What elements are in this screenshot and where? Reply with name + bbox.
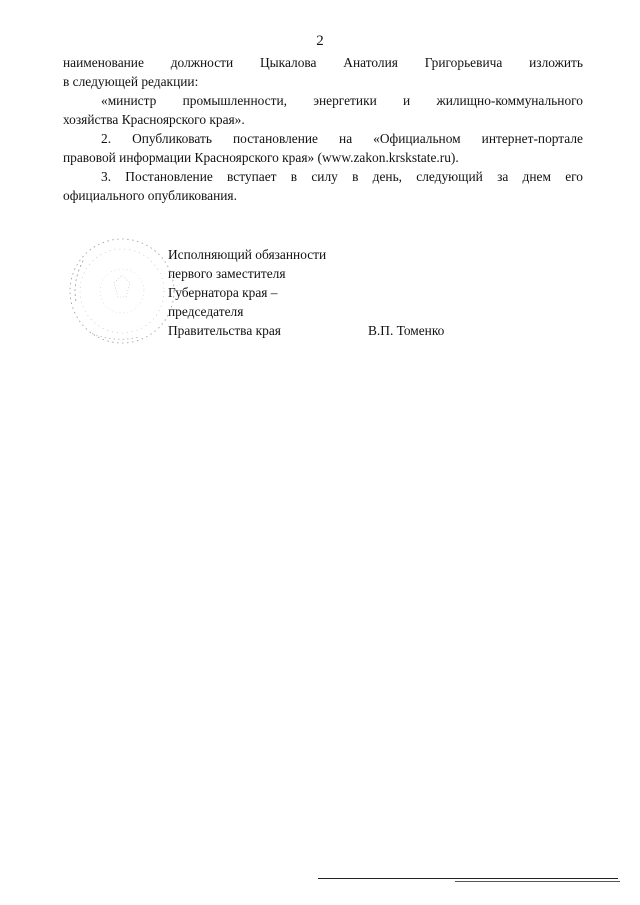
signature-title-line-2: первого заместителя: [168, 266, 286, 281]
paragraph-3-line-2: правовой информации Красноярского края» (www.zakon.krskstate.ru).: [63, 150, 459, 165]
signatory-name: В.П. Томенко: [368, 323, 445, 338]
paragraph-2-line-2: хозяйства Красноярского края».: [63, 112, 245, 127]
paragraph-4-line-2: официального опубликования.: [63, 188, 237, 203]
signature-title-line-5: Правительства края: [168, 323, 281, 338]
signature-title-line-3: Губернатора края –: [168, 285, 278, 300]
signature-title-line-1: Исполняющий обязанности: [168, 247, 327, 262]
footer-scan-line: [318, 878, 618, 879]
paragraph-1-line-1: наименование должности Цыкалова Анатолия Григорьевича изложить: [63, 55, 583, 70]
paragraph-4-line-1: 3. Постановление вступает в силу в день, следующий за днем его: [101, 169, 583, 184]
page-number: 2: [316, 33, 324, 49]
paragraph-3-line-1: 2. Опубликовать постановление на «Официальном интернет-портале: [101, 131, 583, 146]
official-seal-stamp: [62, 231, 182, 351]
footer-scan-line-secondary: [455, 881, 620, 882]
signature-title-line-4: председателя: [168, 304, 244, 319]
document-body: [63, 53, 583, 205]
paragraph-2-line-1: «министр промышленности, энергетики и жилищно-коммунального: [101, 93, 583, 108]
paragraph-1-line-2: в следующей редакции:: [63, 74, 199, 89]
